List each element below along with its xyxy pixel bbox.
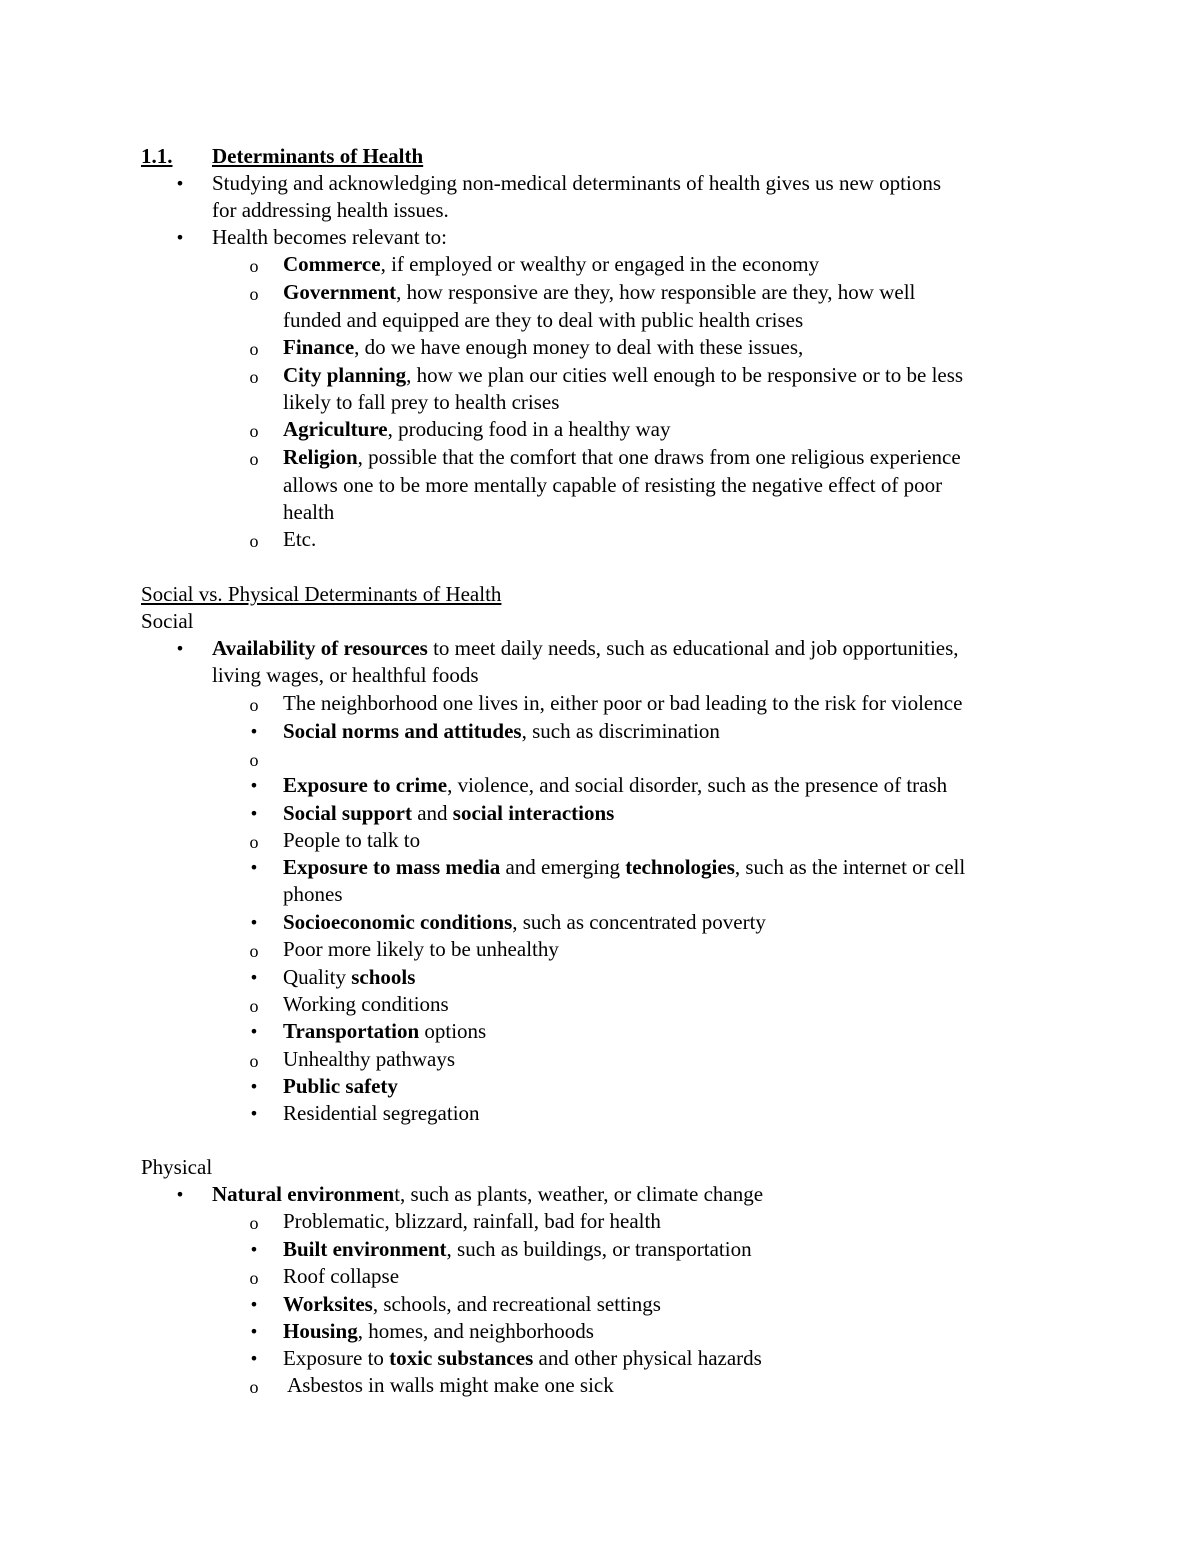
bullet-disc: • <box>249 913 259 932</box>
bullet-disc: • <box>175 1185 185 1204</box>
bullet-circle: o <box>249 750 259 770</box>
bullet-circle: o <box>249 339 259 359</box>
bullet-disc: • <box>175 174 185 193</box>
bullet-circle: o <box>249 1051 259 1071</box>
bullet-disc: • <box>249 776 259 795</box>
bullet-circle: o <box>249 996 259 1016</box>
bullet-disc: • <box>175 228 185 247</box>
bullet-circle: o <box>249 1213 259 1233</box>
bullet-disc: • <box>249 1295 259 1314</box>
bullet-disc: • <box>175 639 185 658</box>
bullet-circle: o <box>249 256 259 276</box>
bullet-disc: • <box>249 968 259 987</box>
bullet-circle: o <box>249 531 259 551</box>
bullet-circle: o <box>249 695 259 715</box>
bullet-disc: • <box>249 804 259 823</box>
bullet-circle: o <box>249 421 259 441</box>
bullet-circle: o <box>249 367 259 387</box>
bullet-disc: • <box>249 1022 259 1041</box>
bullet-circle: o <box>249 1377 259 1397</box>
bullet-disc: • <box>249 1240 259 1259</box>
bullet-disc: • <box>249 858 259 877</box>
bullet-disc: • <box>249 1349 259 1368</box>
bullet-circle: o <box>249 284 259 304</box>
bullet-circle: o <box>249 832 259 852</box>
bullet-disc: • <box>249 1322 259 1341</box>
bullet-circle: o <box>249 941 259 961</box>
bullet-disc: • <box>249 722 259 741</box>
bullet-circle: o <box>249 1268 259 1288</box>
bullet-disc: • <box>249 1104 259 1123</box>
section-title: Determinants of Health <box>212 144 424 168</box>
bullet-circle: o <box>249 449 259 469</box>
bullet-disc: • <box>249 1077 259 1096</box>
section-number: 1.1. <box>141 144 173 168</box>
document-page: 1.1. Determinants of Health • Studying and acknowledging non-medical determinants of health gives us new options for addressing health issues. • Health becomes relevant to: o Commerce, if employed or wealthy or engaged in the economy o Government, how responsive are they, how responsible are they, how well funded and equipped are they to deal with public health crises o Finance, do we have enough money to deal with these issues, o City planning, how we plan our cities well enough to be responsive or to be less likely to fall prey to health crises o Agriculture, producing food in a healthy way o Religion, possible that the comfort that one draws from one religious experience allows one to be more mentally capable of resisting the negative effect of poor health o Etc. Social vs. Physical Determinants of Health Social • Availability of resources to meet daily needs, such as educational and job opportunities, living wages, or healthful foods o The neighborhood one lives in, either poor or bad leading to the risk for violence • Social norms and attitudes, such as discrimination o • Exposure to crime, violence, and social disorder, such as the presence of trash • Social support and social interactions o People to talk to • Exposure to mass media and emerging technologies, such as the internet or cell phones • Socioeconomic conditions, such as concentrated poverty o Poor more likely to be unhealthy • Quality schools o Working conditions • Transportation options o Unhealthy pathways • Public safety • Residential segregation Physical • Natural environment, such as plants, weather, or climate change o Problematic, blizzard, rainfall, bad for health • Built environment, such as buildings, or transportation o Roof collapse • Worksites, schools, and recreational settings • Housing, homes, and neighborhoods • Exposure to toxic substances and other physical hazards o Asbestos in walls might make one sick <box>0 0 1200 1553</box>
